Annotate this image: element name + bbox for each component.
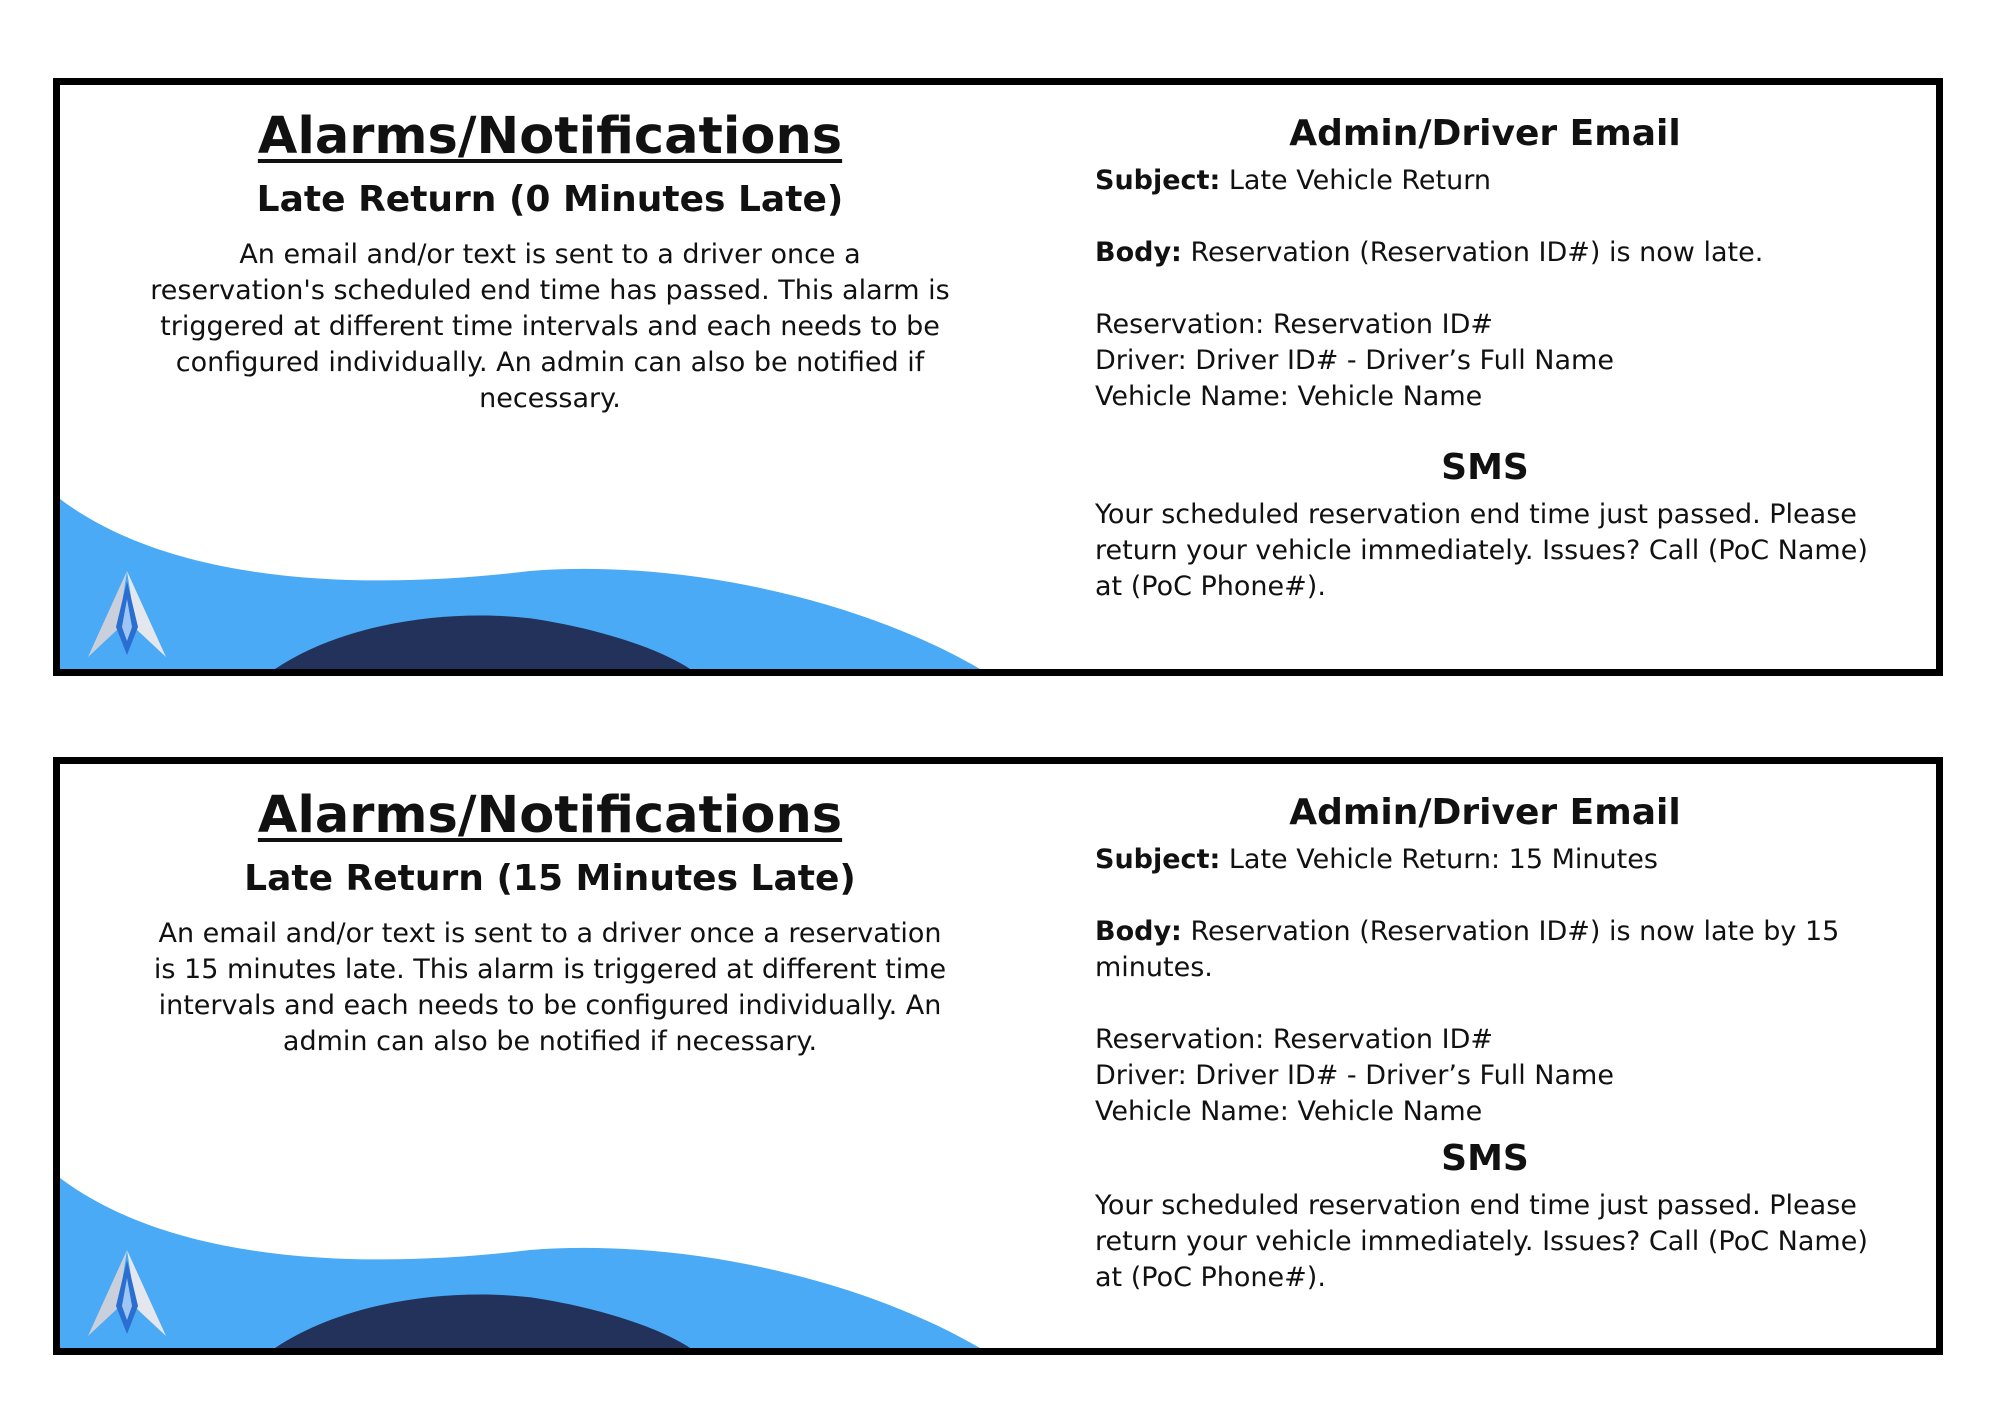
main-title: Alarms/Notifications [257, 786, 843, 845]
email-driver-line: Driver: Driver ID# - Driver’s Full Name [1095, 345, 1614, 376]
alarm-description: An email and/or text is sent to a driver once a reservation is 15 minutes late. This alarm is triggered at different time intervals and each needs to be configured individually. An admin can also be notified if necessary. [153, 918, 947, 1057]
subject-value: Late Vehicle Return [1228, 165, 1491, 196]
email-reservation-line: Reservation: Reservation ID# [1095, 309, 1493, 340]
email-title: Admin/Driver Email [1289, 113, 1681, 154]
email-vehicle-line: Vehicle Name: Vehicle Name [1095, 381, 1483, 412]
email-body [1095, 235, 1875, 271]
sms-text: Your scheduled reservation end time just passed. Please return your vehicle immediately. Issues? Call (PoC Name) at (PoC Phone#). [1095, 1190, 1877, 1293]
email-vehicle-line: Vehicle Name: Vehicle Name [1095, 1096, 1483, 1127]
logo-icon [86, 1248, 168, 1338]
card-left-column [110, 784, 990, 1060]
decorative-wave [60, 1148, 1060, 1348]
body-value: Reservation (Reservation ID#) is now late by 15 minutes. [1095, 916, 1848, 983]
body-label: Body: [1095, 916, 1182, 947]
sms-title: SMS [1441, 1138, 1529, 1179]
subject-label: Subject: [1095, 844, 1221, 875]
sms-text: Your scheduled reservation end time just passed. Please return your vehicle immediately. Issues? Call (PoC Name) at (PoC Phone#). [1095, 499, 1877, 602]
notification-card [53, 757, 1943, 1355]
alarm-description: An email and/or text is sent to a driver once a reservation's scheduled end time has passed. This alarm is triggered at different time intervals and each needs to be configured individually. An admin can also be notified if necessary. [150, 239, 950, 414]
sms-title: SMS [1441, 447, 1529, 488]
alarm-subtitle: Late Return (15 Minutes Late) [244, 858, 856, 899]
body-label: Body: [1095, 237, 1182, 268]
notification-card [53, 78, 1943, 676]
logo-icon [86, 569, 168, 659]
subject-label: Subject: [1095, 165, 1221, 196]
email-reservation-line: Reservation: Reservation ID# [1095, 1024, 1493, 1055]
email-body [1095, 914, 1875, 986]
card-right-column [1095, 111, 1875, 605]
alarm-subtitle: Late Return (0 Minutes Late) [256, 179, 844, 220]
body-value: Reservation (Reservation ID#) is now late. [1190, 237, 1764, 268]
subject-value: Late Vehicle Return: 15 Minutes [1228, 844, 1658, 875]
email-driver-line: Driver: Driver ID# - Driver’s Full Name [1095, 1060, 1614, 1091]
email-subject [1095, 842, 1875, 878]
email-subject [1095, 163, 1875, 199]
main-title: Alarms/Notifications [257, 107, 843, 166]
card-left-column [110, 105, 990, 417]
decorative-wave [60, 469, 1060, 669]
card-right-column [1095, 790, 1875, 1296]
email-title: Admin/Driver Email [1289, 792, 1681, 833]
